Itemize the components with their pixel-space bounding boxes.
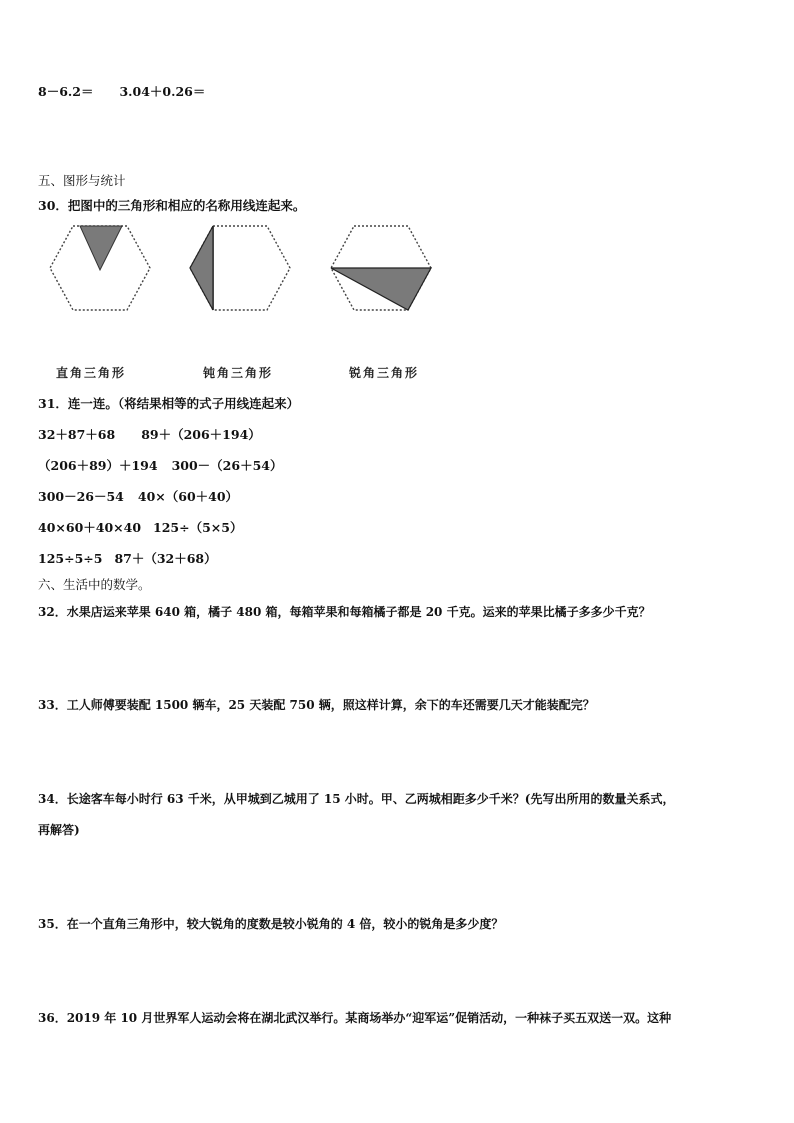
question-36: 36．2019 年 10 月世界军人运动会将在湖北武汉举行。某商场举办“迎军运”促销活动，一种袜子买五双送一双。这种 bbox=[38, 1011, 672, 1025]
calc-expr-2: 3.04＋0.26＝ bbox=[119, 84, 206, 99]
q31-row-1 bbox=[38, 427, 261, 443]
q31-row-4 bbox=[38, 520, 242, 536]
top-calc-line bbox=[38, 84, 205, 100]
q31-row-4-right: 125÷（5×5） bbox=[153, 520, 243, 535]
question-35: 35．在一个直角三角形中，较大锐角的度数是较小锐角的 4 倍，较小的锐角是多少度？ bbox=[38, 917, 504, 931]
label-right-triangle: 直角三角形 bbox=[56, 366, 127, 380]
section-6-title: 六、生活中的数学。 bbox=[38, 577, 151, 592]
question-32: 32．水果店运来苹果 640 箱，橘子 480 箱，每箱苹果和每箱橘子都是 20 千克。运来的苹果比橘子多多少千克？ bbox=[38, 605, 651, 619]
question-34-line-1: 34．长途客车每小时行 63 千米，从甲城到乙城用了 15 小时。甲、乙两城相距多少千米？(先写出所用的数量关系式， bbox=[38, 792, 675, 806]
question-30: 30．把图中的三角形和相应的名称用线连起来。 bbox=[38, 198, 306, 213]
shaded-triangle-2 bbox=[190, 226, 213, 310]
question-31: 31．连一连。（将结果相等的式子用线连起来） bbox=[38, 396, 300, 411]
q31-row-1-right: 89＋（206＋194） bbox=[141, 427, 261, 442]
hexagon-figure-3 bbox=[323, 218, 435, 318]
q31-row-2 bbox=[38, 458, 282, 474]
q31-row-1-left: 32＋87＋68 bbox=[38, 427, 116, 442]
q31-row-3-left: 300－26－54 bbox=[38, 489, 124, 504]
hexagon-figure-1 bbox=[42, 218, 154, 318]
q31-row-4-left: 40×60＋40×40 bbox=[38, 520, 142, 535]
q31-row-2-right: 300－（26＋54） bbox=[171, 458, 283, 473]
hexagon-figure-2 bbox=[182, 218, 294, 318]
q30-figures bbox=[36, 218, 456, 388]
label-acute-triangle: 锐角三角形 bbox=[349, 366, 420, 380]
shaded-triangle-1 bbox=[80, 226, 122, 270]
question-34-line-2: 再解答) bbox=[38, 823, 80, 837]
section-5-title: 五、图形与统计 bbox=[38, 173, 126, 188]
q31-row-5 bbox=[38, 551, 217, 567]
shaded-triangle-3 bbox=[331, 268, 431, 310]
label-obtuse-triangle: 钝角三角形 bbox=[203, 366, 274, 380]
q31-row-5-left: 125÷5÷5 bbox=[38, 551, 103, 566]
q31-row-2-left: （206＋89）＋194 bbox=[38, 458, 158, 473]
q31-row-5-right: 87＋（32＋68） bbox=[114, 551, 217, 566]
calc-expr-1: 8－6.2＝ bbox=[38, 84, 94, 99]
q31-row-3 bbox=[38, 489, 238, 505]
q31-row-3-right: 40×（60＋40） bbox=[137, 489, 239, 504]
question-33: 33．工人师傅要装配 1500 辆车，25 天装配 750 辆，照这样计算，余下的车还需要几天才能装配完？ bbox=[38, 698, 595, 712]
